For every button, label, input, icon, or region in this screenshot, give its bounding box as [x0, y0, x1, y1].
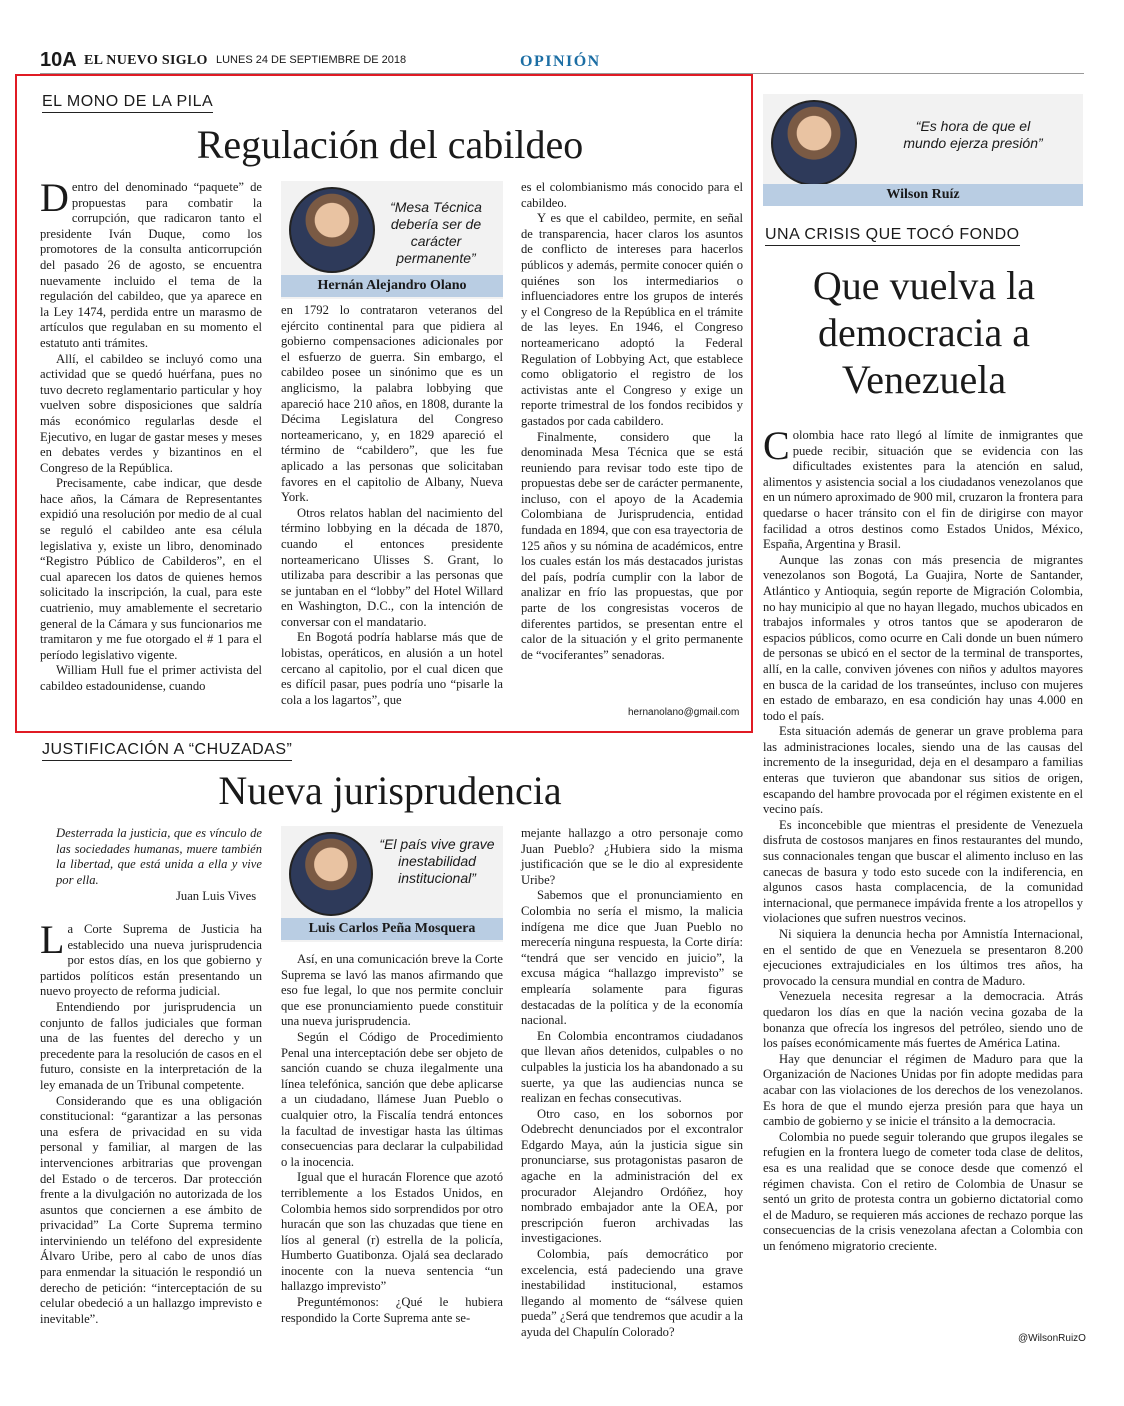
- author-name: Luis Carlos Peña Mosquera: [281, 918, 503, 940]
- paragraph: Igual que el huracán Florence que azotó terriblemente a los Estados Unidos, en Colombia hemos sido sorprendidos por otro huracán que son las chuzadas que tiene en líos al general (r) estrella de la policía, Humberto Guatibonza. Ojalá sea declarado inocente con la nueva sentencia “un hallazgo imprevisto”: [281, 1170, 503, 1294]
- paragraph: Entendiendo por jurisprudencia un conjunto de fallos judiciales que forman una de las fuentes del derecho y un precedente para la resolución de casos en el futuro, consiste en la interpretación de la ley emanada de un Tribunal competente.: [40, 999, 262, 1092]
- paragraph: Considerando que es una obligación constitucional: “garantizar a las personas una esfera de privacidad en su vida personal y familiar, al margen de las intervenciones arbitrarias que provengan del Estado o de terceros. Dar protección frente a la divulgación no autorizada de los asuntos que conciernen a ese ámbito de privacidad” La Corte Suprema termino interviniendo un teléfono del expresidente Álvaro Uribe, pero al cabo de unos días para enmendar la situación le respondió un derecho de petición: “interceptación de su celular obedeció a un hallazgo imprevisto e inevitable”.: [40, 1093, 262, 1326]
- dropcap: C: [763, 423, 790, 468]
- paragraph: Allí, el cabildeo se incluyó como una actividad que se quedó huérfana, pues no tuvo decreto reglamentario particular y hoy vuelven sobre disposiciones que saldría más económico regularlas desde el Ejecutivo, en lugar de gastar meses y meses en debates verdes y bizantinos en el Congreso de la República.: [40, 351, 262, 475]
- masthead: EL NUEVO SIGLO: [84, 53, 208, 68]
- paragraph: Esta situación además de generar un grave problema para las administraciones locales, siendo una de las causas del incremento de la inseguridad, deja en el desamparo a familias enteras que tuvieron que abandonar sus sitios de origen, escapando del hambre provocada por el régimen existente en el vecino país.: [763, 724, 1083, 817]
- author-name: Hernán Alejandro Olano: [281, 275, 503, 297]
- article1-headline: Regulación del cabildeo: [196, 122, 584, 167]
- paragraph: Ni siquiera la denuncia hecha por Amnistía Internacional, en el sentido de que en Venezuela se presentaron 8.200 ejecuciones extrajudiciales en los últimos tres años, ha provocado la censura mundial en contra de Maduro.: [763, 927, 1083, 988]
- paragraph: Colombia, país democrático por excelencia, está padeciendo una grave inestabilidad institucional, estamos llegando al momento de “sálvese quien pueda” ¿Será que tendremos que acudir a la ayuda del Chapulín Colorado?: [521, 1247, 743, 1339]
- author-name: Wilson Ruíz: [763, 184, 1083, 206]
- paragraph: Así, en una comunicación breve la Corte Suprema se lavó las manos afirmando que eso fue legal, lo que nos permite concluir que ese pronunciamiento puede constituir una nueva jurisprudencia.: [281, 952, 503, 1029]
- dropcap: D: [40, 175, 69, 220]
- article3-body: [763, 423, 1083, 1254]
- article3-kicker: UNA CRISIS QUE TOCÓ FONDO: [765, 226, 1020, 246]
- page-header: [40, 50, 1084, 74]
- paragraph: En Colombia encontramos ciudadanos que llevan años detenidos, culpables o no culpables la justicia los ha abandonado a su suerte, ya que las audiencias nunca se realizan en fechas consecutivas.: [521, 1028, 743, 1106]
- section-title: OPINIÓN: [520, 53, 601, 70]
- author-profile-box: [281, 826, 503, 942]
- paragraph: Según el Código de Procedimiento Penal una interceptación debe ser objeto de sanción cuando se chuza ilegalmente una línea telefónica, sanción que debe aplicarse a un ciudadano, llámese Juan Pueblo o cualquier otro, la Fiscalía tendrá entonces la facultad de investigar hasta las últimas consecuencias para declarar la culpabilidad o la inocencia.: [281, 1029, 503, 1169]
- paragraph: mejante hallazgo a otro personaje como Juan Pueblo? ¿Hubiera sido la misma justificación que se le dio al expresidente Uribe?: [521, 826, 743, 887]
- author-quote: “El país vive grave inestabilidad institucional”: [379, 836, 495, 886]
- paragraph: Otro caso, en los sobornos por Odebrecht denunciados por el excontralor Edgardo Maya, aún la justicia sigue sin pronunciarse, sus protagonistas pasaron de agache en la administración del ex procurador Alejandro Ordóñez, hoy nombrado embajador ante la OEA, por prescripción fueron archivadas las investigaciones.: [521, 1106, 743, 1246]
- author-handle: @WilsonRuizO: [1018, 1333, 1086, 1344]
- article3-headline: Que vuelva la democracia a Venezuela: [812, 263, 1036, 402]
- article2-column-1: [40, 917, 262, 1327]
- article1-kicker: EL MONO DE LA PILA: [42, 93, 213, 113]
- paragraph: William Hull fue el primer activista del cabildeo estadounidense, cuando: [40, 663, 262, 693]
- paragraph: olombia hace rato llegó al límite de inmigrantes que puede recibir, situación que se evidencia con las dificultades existentes para la atención en salud, alimentos y asistencia social a los ciudadanos venezolanos que en un número aproximado de 900 mil, cruzaron la frontera para quedarse o hacer tránsito con el fin de dirigirse con mayor facilidad a otros destinos como Estados Unidos, México, España, Argentina y Brasil.: [763, 428, 1083, 552]
- paragraph: Finalmente, considero que la denominada Mesa Técnica que se está reuniendo para revisar todo este tipo de propuestas debe ser de carácter permanente, incluso, con el apoyo de la Academia Colombiana de Jurisprudencia, entidad fundada en 1894, que con esa trayectoria de 125 años y su nómina de académicos, entre los cuales están los más destacados juristas del país, podría cumplir con la labor de analizar en frío las propuestas, que por parte de los congresistas voceros de diferentes partidos, se presentan entre el calor de la situación y el grito permanente de “vociferantes” senadoras.: [521, 429, 743, 662]
- paragraph: Sabemos que el pronunciamiento en Colombia no sería el mismo, la malicia indígena me dice que Juan Pueblo no merecería ninguna respuesta, la Corte diría: “tendrá que ser vencido en juicio”, la excusa mágica “hallazgo imprevisto” se emplearía solamente para figuras destacadas de la política y de la economía nacional.: [521, 888, 743, 1028]
- dropcap: L: [40, 917, 65, 962]
- paragraph: es el colombianismo más conocido para el cabildeo.: [521, 180, 743, 210]
- author-quote: “Mesa Técnica debería ser de carácter permanente”: [390, 199, 482, 266]
- publication-date: LUNES 24 DE SEPTIEMBRE DE 2018: [216, 54, 407, 66]
- author-photo: [289, 832, 373, 916]
- author-photo: [289, 187, 375, 273]
- article2-column-2: [281, 952, 503, 1326]
- article2-column-3: [521, 826, 743, 1341]
- epigraph-author: Juan Luis Vives: [176, 889, 257, 903]
- paragraph: Precisamente, cabe indicar, que desde hace años, la Cámara de Representantes expidió una resolución por medio de al cual se reguló el cabildeo ante esa célula legislativa y, existe un libro, denominado “Registro Público de Cabilderos”, en el cual aparecen los datos de quienes hemos solicitado la inscripción, la cual, para este cuatrienio, muy amablemente el secretario general de la Cámara y sus funcionarios me tramitaron y me fue otorgado el # 1 para el período legislativo vigente.: [40, 476, 262, 662]
- paragraph: Colombia no puede seguir tolerando que grupos ilegales se refugien en la frontera luego de cometer toda clase de delitos, esa es una realidad que se conoce desde que comenzó el régimen chavista. Con el retiro de Colombia de Unasur se sentó un grito de protesta contra un gobierno dictatorial como el de Maduro, se requieren más acciones de rechazo porque las consecuencias de la crisis venezolana afectan a Colombia con un fenómeno migratorio creciente.: [763, 1129, 1083, 1253]
- paragraph: Es inconcebible que mientras el presidente de Venezuela disfruta de costosos manjares en finos restaurantes del mundo, sus connacionales tengan que buscar el alimento incluso en las canecas de basura y todo esto sucede con la indiferencia, en algunos casos hasta complacencia, de la comunidad internacional, que permanece impávida frente a los atropellos y violaciones que sufren nuestros vecinos.: [763, 817, 1083, 926]
- article2-headline: Nueva jurisprudencia: [218, 768, 562, 813]
- paragraph: Aunque las zonas con más presencia de migrantes venezolanos son Bogotá, La Guajira, Norte de Santander, Atlántico y Antioquia, según reporte de Migración Colombia, no hay municipio al que no hayan llegado, muchos ubicados en trabajos informales y otros tantos que se apoderaron de espacios públicos, como ocurre en Cali donde un buen número de personas se ubicó en el sector de la terminal de transportes, allí, en la calle, conviven jóvenes con niños y adultos mayores en busca de la caridad de los transeúntes, incluso con mujeres en estado de embarazo, en esa condición hay unas 4.000 en todo el país.: [763, 552, 1083, 723]
- epigraph: Desterrada la justicia, que es vínculo de las sociedades humanas, muere también la libertad, que está unida a ella y vive por ella.: [56, 826, 262, 887]
- author-profile-box: [281, 181, 503, 299]
- paragraph: Y es que el cabildeo, permite, en señal de transparencia, hacer claros los asuntos de conflicto de intereses para hacerlos públicos y además, permite conocer quién o quiénes son los intermediarios o influenciadores entre los grupos de interés y el Congreso de la República en el trámite de las leyes. En 1946, el Congreso norteamericano adoptó la Federal Regulation of Lobbying Act, que establece como obligatorio el registro de los activistas ante el Congreso y exige un reporte trimestral de los fondos recibidos y gastados por cada cabildero.: [521, 211, 743, 428]
- author-profile-box: [763, 94, 1083, 206]
- paragraph: Hay que denunciar el régimen de Maduro para que la Organización de Naciones Unidas por fin adopte medidas para acabar con las violaciones de los derechos de los venezolanos. Es hora de que el mundo ejerza presión para que haya un cambio de gobierno y se inicie el tránsito a la democracia.: [763, 1051, 1083, 1129]
- paragraph: entro del denominado “paquete” de propuestas para combatir la corrupción, que radicaron tanto el presidente Iván Duque, como los promotores de la consulta anticorrupción del pasado 26 de agosto, se encuentra nuevamente incluido el tema de la regulación del cabildeo, que ya aparece en la Ley 1474, perdida entre un marasmo de artículos que regulaban en su momento el estatuto anti trámites.: [40, 180, 262, 350]
- article1-column-1: [40, 175, 262, 695]
- page-number: 10A: [40, 49, 77, 71]
- paragraph: en 1792 lo contrataron veteranos del ejército continental para que pidiera al gobierno compensaciones adicionales por el esfuerzo de guerra. Sin embargo, el cabildeo posee un sinónimo que es un anglicismo, la palabra lobbying que apareció hace 210 años, en 1808, durante la Décima Legislatura del Congreso norteamericano, y, en 1829 apareció el término de “cabildero”, que les fue aplicado a las personas que solicitaban favores en el capitolio de Albany, Nueva York.: [281, 303, 503, 505]
- author-email: hernanolano@gmail.com: [628, 707, 740, 718]
- author-photo: [771, 100, 857, 186]
- paragraph: Venezuela necesita regresar a la democracia. Atrás quedaron los días en que la nación vecina gozaba de la bonanza que ofrecía los ingresos del petróleo, siendo uno de los países económicamente más fuertes de América Latina.: [763, 989, 1083, 1051]
- paragraph: Preguntémonos: ¿Qué le hubiera respondido la Corte Suprema ante se-: [281, 1295, 503, 1325]
- paragraph: En Bogotá podría hablarse más que de lobistas, operáticos, en alusión a un hotel cercano al capitolio, por el cual dicen que es difícil pasar, pues podría uno “pisarle la cola a los lagartos”, que: [281, 630, 503, 707]
- author-quote: “Es hora de que el mundo ejerza presión”: [903, 118, 1043, 151]
- article1-column-3: [521, 180, 743, 663]
- article2-kicker: JUSTIFICACIÓN A “CHUZADAS”: [42, 741, 292, 761]
- paragraph: Otros relatos hablan del nacimiento del término lobbying en la década de 1870, cuando el entonces presidente norteamericano Ulisses S. Grant, lo utilizaba para describir a las personas que se juntaban en el “lobby” del Hotel Willard en Washington, D.C., con la intención de conversar con el mandatario.: [281, 505, 503, 629]
- article1-column-2: [281, 303, 503, 708]
- paragraph: a Corte Suprema de Justicia ha establecido una nueva jurisprudencia por estos días, en los que gobierno y partidos políticos están presentando un nuevo proyecto de reforma judicial.: [40, 922, 262, 999]
